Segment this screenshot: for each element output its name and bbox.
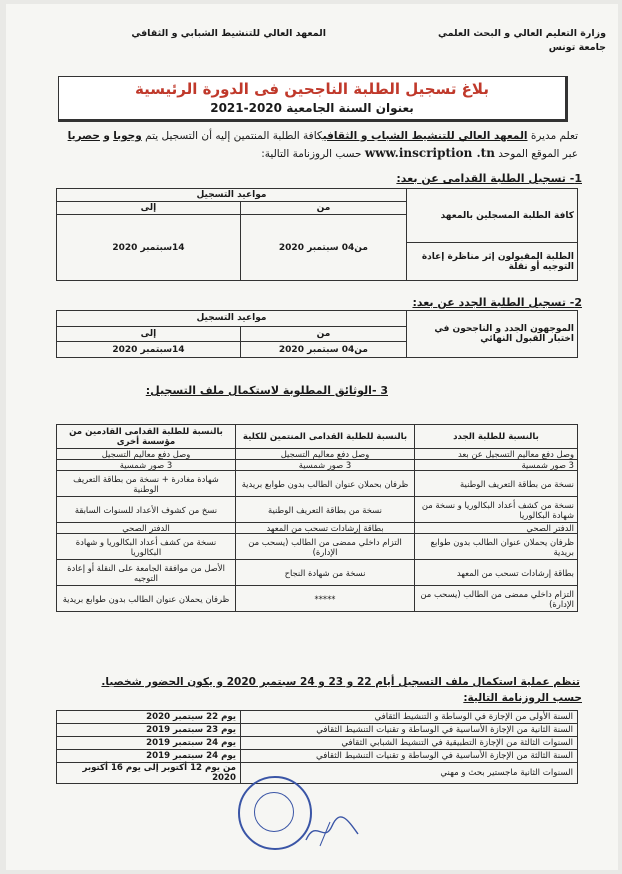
section2-row-label: الموجهون الجدد و الناجحون في اختبار القبول النهائي <box>406 311 577 358</box>
intro-paragraph <box>56 128 578 163</box>
intro-word-mandatory: وجوبا <box>113 130 142 142</box>
docs-cell: وصل دفع معاليم التسجيل <box>57 449 236 460</box>
schedule-level: السنوات الثالثة من الإجازة التطبيقية في التنشيط الشبابي الثقافي <box>241 737 578 750</box>
page-subtitle: بعنوان السنة الجامعية 2020-2021 <box>210 101 414 115</box>
documents-table <box>56 424 578 612</box>
docs-cell: التزام داخلي ممضى من الطالب (يسحب من الإدارة) <box>415 586 578 612</box>
schedule-table <box>56 710 578 784</box>
schedule-date: من يوم 12 أكتوبر إلى يوم 16 أكتوبر 2020 <box>57 763 241 784</box>
docs-cell: ظرفان يحملان عنوان الطالب بدون طوابع بريدية <box>57 586 236 612</box>
schedule-date: يوم 22 سبتمبر 2020 <box>57 711 241 724</box>
docs-cell: وصل دفع معاليم التسجيل عن بعد <box>415 449 578 460</box>
docs-cell: 3 صور شمسية <box>415 460 578 471</box>
table-row <box>57 737 578 750</box>
schedule-date: يوم 23 سبتمبر 2019 <box>57 724 241 737</box>
docs-cell: بطاقة إرشادات تسحب من المعهد <box>415 560 578 586</box>
docs-cell: نسخة من كشف أعداد البكالوريا و نسخة من شهادة البكالوريا <box>415 497 578 523</box>
docs-cell: 3 صور شمسية <box>57 460 236 471</box>
section2-dates-header: مواعيد التسجيل <box>57 311 407 327</box>
title-box <box>58 76 568 122</box>
signature-icon <box>302 810 362 850</box>
section2-table <box>56 310 578 358</box>
docs-col-header: بالنسبة للطلبة القدامى المنتمين للكلية <box>236 425 415 449</box>
intro-text-3: عبر الموقع الموحد <box>498 148 578 160</box>
docs-cell: بطاقة إرشادات تسحب من المعهد <box>236 523 415 534</box>
university-name: جامعة تونس <box>548 42 606 53</box>
docs-cell: التزام داخلي ممضى من الطالب (يسحب من الإدارة) <box>236 534 415 560</box>
section1-heading: 1- تسجيل الطلبة القدامى عن بعد: <box>396 172 582 185</box>
docs-cell: نسخة من بطاقة التعريف الوطنية <box>236 497 415 523</box>
section3-heading: 3 -الوثائق المطلوبة لاستكمال ملف التسجيل: <box>145 384 388 397</box>
official-stamp-icon <box>238 776 312 850</box>
section1-dates-header: مواعيد التسجيل <box>57 189 407 202</box>
docs-col-header: بالنسبة للطلبة الجدد <box>415 425 578 449</box>
section2-from-value: من04 سبتمبر 2020 <box>240 342 406 358</box>
docs-cell: 3 صور شمسية <box>236 460 415 471</box>
section2-to-header: إلى <box>57 326 241 342</box>
section1-to-header: إلى <box>57 202 241 215</box>
section1-row1-label: كافة الطلبة المسجلين بالمعهد <box>406 189 577 243</box>
docs-cell: الدفتر الصحي <box>415 523 578 534</box>
schedule-level: السنوات الثانية ماجستير بحث و مهني <box>241 763 578 784</box>
intro-text-4: حسب الروزنامة التالية: <box>261 148 362 160</box>
intro-text-2: كافة الطلبة المنتمين إليه أن التسجيل يتم <box>145 130 323 142</box>
schedule-level: السنة الثالثة من الإجازة الأساسية في الوساطة و تقنيات التنشيط الثقافي <box>241 750 578 763</box>
table-row <box>57 724 578 737</box>
docs-cell: نسخة من كشف أعداد البكالوريا و شهادة البكالوريا <box>57 534 236 560</box>
table-row <box>57 711 578 724</box>
docs-cell: ظرفان يحملان عنوان الطالب بدون طوابع بريدية <box>415 534 578 560</box>
intro-and: و <box>103 130 110 142</box>
section1-to-value: 14سبتمبر 2020 <box>57 215 241 281</box>
section2-from-header: من <box>240 326 406 342</box>
ministry-header <box>406 28 606 53</box>
schedule-level: السنة الثانية من الإجازة الأساسية في الوساطة و تقنيات التنشيط الثقافي <box>241 724 578 737</box>
docs-cell: الدفتر الصحي <box>57 523 236 534</box>
docs-cell: شهادة مغادرة + نسخة من بطاقة التعريف الوطنية <box>57 471 236 497</box>
docs-cell: نسخة من شهادة النجاح <box>236 560 415 586</box>
schedule-heading: حسب الروزنامة التالية: <box>463 692 582 704</box>
section1-from-header: من <box>240 202 406 215</box>
ministry-name: وزارة التعليم العالي و البحث العلمي <box>438 28 606 39</box>
section1-table <box>56 188 578 281</box>
section1-from-value: من04 سبتمبر 2020 <box>240 215 406 281</box>
table-row <box>57 763 578 784</box>
docs-col-header: بالنسبة للطلبة القدامى القادمين من مؤسسة أخرى <box>57 425 236 449</box>
docs-cell: نسخ من كشوف الأعداد للسنوات السابقة <box>57 497 236 523</box>
section2-to-value: 14سبتمبر 2020 <box>57 342 241 358</box>
section2-heading: 2- تسجيل الطلبة الجدد عن بعد: <box>412 296 582 309</box>
stamp-emblem-icon <box>254 792 294 832</box>
section1-row2-label: الطلبة المقبولون إثر مناظرة إعادة التوجيه أو نقلة <box>406 243 577 281</box>
docs-cell: ***** <box>236 586 415 612</box>
document-page <box>6 4 618 870</box>
table-row <box>57 750 578 763</box>
schedule-level: السنة الأولى من الإجازة في الوساطة و التنشيط الثقافي <box>241 711 578 724</box>
institute-header: المعهد العالي للتنشيط الشبابي و الثقافي <box>131 28 326 39</box>
docs-cell: نسخة من بطاقة التعريف الوطنية <box>415 471 578 497</box>
registration-site-link[interactable]: www.inscription .tn <box>364 146 495 160</box>
completion-notice: تنظم عملية استكمال ملف التسجيل أيام 22 و 23 و 24 سبتمبر 2020 و يكون الحضور شخصيا. <box>101 676 580 688</box>
institute-name: المعهد العالي للتنشيط الشباب و الثقافي <box>322 130 528 142</box>
docs-cell: الأصل من موافقة الجامعة على النقلة أو إعادة التوجيه <box>57 560 236 586</box>
intro-word-exclusive: حصريا <box>67 130 100 142</box>
schedule-date: يوم 24 سبتمبر 2019 <box>57 750 241 763</box>
page-title: بلاغ تسجيل الطلبة الناجحين فى الدورة الرئيسية <box>135 80 489 98</box>
docs-cell: ظرفان بحملان عنوان الطالب بدون طوابع بريدية <box>236 471 415 497</box>
schedule-date: يوم 24 سبتمبر 2019 <box>57 737 241 750</box>
docs-cell: وصل دفع معاليم التسجيل <box>236 449 415 460</box>
intro-text-1: تعلم مديرة <box>530 130 578 142</box>
